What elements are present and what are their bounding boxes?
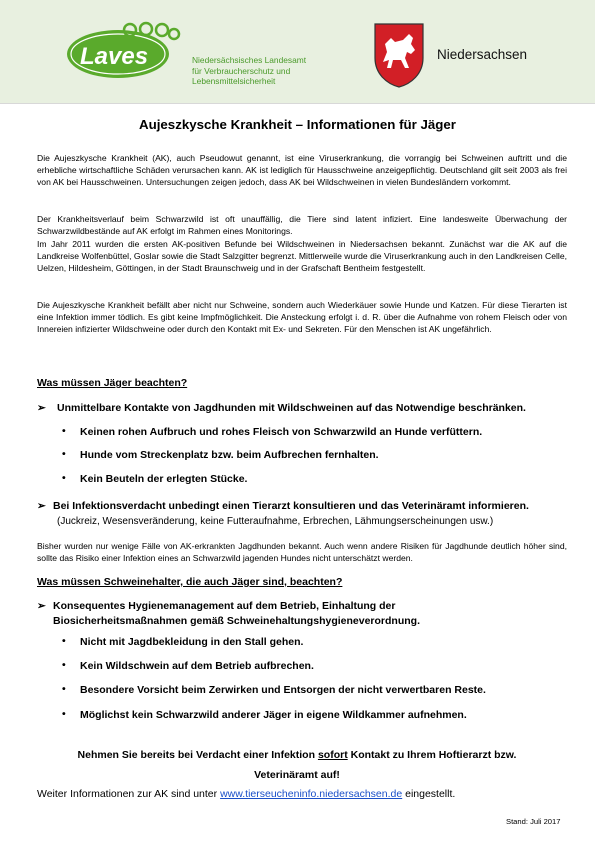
bullet-icon: • bbox=[62, 448, 66, 460]
list-item bbox=[62, 636, 562, 648]
callout-line-2: Veterinäramt auf! bbox=[254, 769, 340, 781]
further-info-text: Weiter Informationen zur AK sind unter bbox=[37, 788, 221, 800]
list-item bbox=[62, 684, 562, 696]
revision-date: Stand: Juli 2017 bbox=[506, 817, 561, 826]
list-item-text: Nicht mit Jagdbekleidung in den Stall gehen. bbox=[80, 636, 304, 648]
list-item-text: Kein Wildschwein auf dem Betrieb aufbrechen. bbox=[80, 660, 314, 672]
section-heading-hunters: Was müssen Jäger beachten? bbox=[37, 377, 188, 389]
arrow-item-text: Konsequentes Hygienemanagement auf dem Betrieb, Einhaltung der Biosicherheitsmaßnahmen gemäß Schweinehaltungshygieneverordnung. bbox=[53, 600, 420, 627]
header-band bbox=[0, 0, 595, 103]
list-item-text: Besondere Vorsicht beim Zerwirken und Entsorgen der nicht verwertbaren Reste. bbox=[80, 684, 486, 696]
list-item bbox=[62, 660, 562, 672]
list-item bbox=[62, 709, 562, 721]
bullet-icon: • bbox=[62, 683, 66, 695]
list-item bbox=[62, 473, 562, 485]
tierseucheninfo-link[interactable]: www.tierseucheninfo.niedersachsen.de bbox=[220, 788, 403, 800]
bullet-icon: • bbox=[62, 708, 66, 720]
document-title: Aujeszkysche Krankheit – Informationen für Jäger bbox=[138, 117, 456, 132]
arrow-marker-icon: ➢ bbox=[37, 600, 46, 612]
hunting-dogs-paragraph: Bisher wurden nur wenige Fälle von AK-erkrankten Jagdhunden bekannt. Auch wenn andere Risiken für Jagdhunde deutlich höher sind, sollte das Risiko einer Infektion eines an Schwarzwild jagenden Hundes nicht unterschätzt werden. bbox=[37, 541, 567, 564]
callout-line-1 bbox=[37, 745, 557, 765]
callout-text: Nehmen Sie bereits bei Verdacht einer Infektion bbox=[77, 749, 318, 761]
bullet-icon: • bbox=[62, 635, 66, 647]
bullet-icon: • bbox=[62, 659, 66, 671]
symptoms-note: (Juckreiz, Wesensveränderung, keine Futteraufnahme, Erbrechen, Lähmungserscheinungen usw.) bbox=[57, 516, 494, 527]
arrow-marker-icon: ➢ bbox=[37, 402, 46, 414]
laves-logo bbox=[66, 20, 182, 80]
state-name: Niedersachsen bbox=[437, 47, 528, 62]
svg-text:Laves: Laves bbox=[80, 43, 149, 70]
callout-text: Kontakt zu Ihrem Hoftierarzt bzw. bbox=[347, 749, 517, 761]
bullet-icon: • bbox=[62, 472, 66, 484]
coat-of-arms-icon bbox=[373, 22, 425, 88]
intro-paragraph: Im Jahr 2011 wurden die ersten AK-positiven Befunde bei Wildschweinen in Niedersachsen bekannt. Zunächst war die AK auf die Landkreise Wolfenbüttel, Goslar sowie die Stadt Salzgitter begrenzt. Mittlerweile wurde die Viruserkrankung auch in den Landkreisen Celle, Uelzen, Hildesheim, Göttingen, in der Stadt Braunschweig und in der Grafschaft Bentheim festgestellt. bbox=[37, 239, 567, 274]
further-info-text: eingestellt. bbox=[402, 788, 456, 800]
arrow-item-text: Unmittelbare Kontakte von Jagdhunden mit Wildschweinen auf das Notwendige beschränken. bbox=[57, 402, 526, 414]
list-item-text: Hunde vom Streckenplatz bzw. beim Aufbrechen fernhalten. bbox=[80, 449, 379, 461]
agency-line: Lebensmittelsicherheit bbox=[192, 76, 276, 87]
list-item-text: Keinen rohen Aufbruch und rohes Fleisch von Schwarzwild an Hunde verfüttern. bbox=[80, 426, 483, 438]
intro-paragraph: Der Krankheitsverlauf beim Schwarzwild ist oft unauffällig, die Tiere sind latent infiziert. Eine landesweite Überwachung der Schwarzwildbestände auf AK erfolgt im Rahmen eines Monitorings. bbox=[37, 214, 567, 237]
list-item bbox=[62, 449, 562, 461]
vet-contact-callout bbox=[37, 745, 557, 785]
bullet-icon: • bbox=[62, 425, 66, 437]
list-item bbox=[62, 426, 562, 438]
arrow-item bbox=[37, 499, 569, 514]
agency-line: für Verbraucherschutz und bbox=[192, 65, 291, 76]
list-item-text: Möglichst kein Schwarzwild anderer Jäger in eigene Wildkammer aufnehmen. bbox=[80, 709, 467, 721]
list-item-text: Kein Beuteln der erlegten Stücke. bbox=[80, 473, 248, 485]
agency-line: Niedersächsisches Landesamt bbox=[192, 55, 307, 65]
callout-emphasis: sofort bbox=[317, 749, 348, 761]
intro-paragraph: Die Aujeszkysche Krankheit (AK), auch Pseudowut genannt, ist eine Viruserkrankung, die vorrangig bei Schweinen auftritt und die erhebliche wirtschaftliche Schäden verursachen kann. AK ist lediglich für Hausschweine anzeigepflichtig. Deutschland gilt seit 2003 als frei von AK bei Hausschweinen. Untersuchungen zeigen jedoch, dass AK bei Wildschweinen in vielen Bundesländern vorkommt. bbox=[37, 153, 567, 188]
arrow-item bbox=[37, 401, 569, 416]
section-heading-pig-farmers: Was müssen Schweinehalter, die auch Jäger sind, beachten? bbox=[37, 576, 343, 588]
arrow-item bbox=[37, 599, 497, 628]
intro-paragraph: Die Aujeszkysche Krankheit befällt aber nicht nur Schweine, sondern auch Wiederkäuer sowie Hunde und Katzen. Für diese Tierarten ist eine Infektion immer tödlich. Es gibt keine Impfmöglichkeit. Die Ansteckung erfolgt i. d. R. über die Aufnahme von rohem Fleisch oder von Innereien infizierter Wildschweine oder durch den Kontakt mit Ex- und Sekreten. Für den Menschen ist AK ungefährlich. bbox=[37, 300, 567, 335]
arrow-marker-icon: ➢ bbox=[37, 500, 46, 512]
further-info-line bbox=[37, 788, 455, 800]
agency-name bbox=[192, 55, 352, 87]
arrow-item-text: Bei Infektionsverdacht unbedingt einen Tierarzt konsultieren und das Veterinäramt informieren. bbox=[53, 500, 529, 512]
